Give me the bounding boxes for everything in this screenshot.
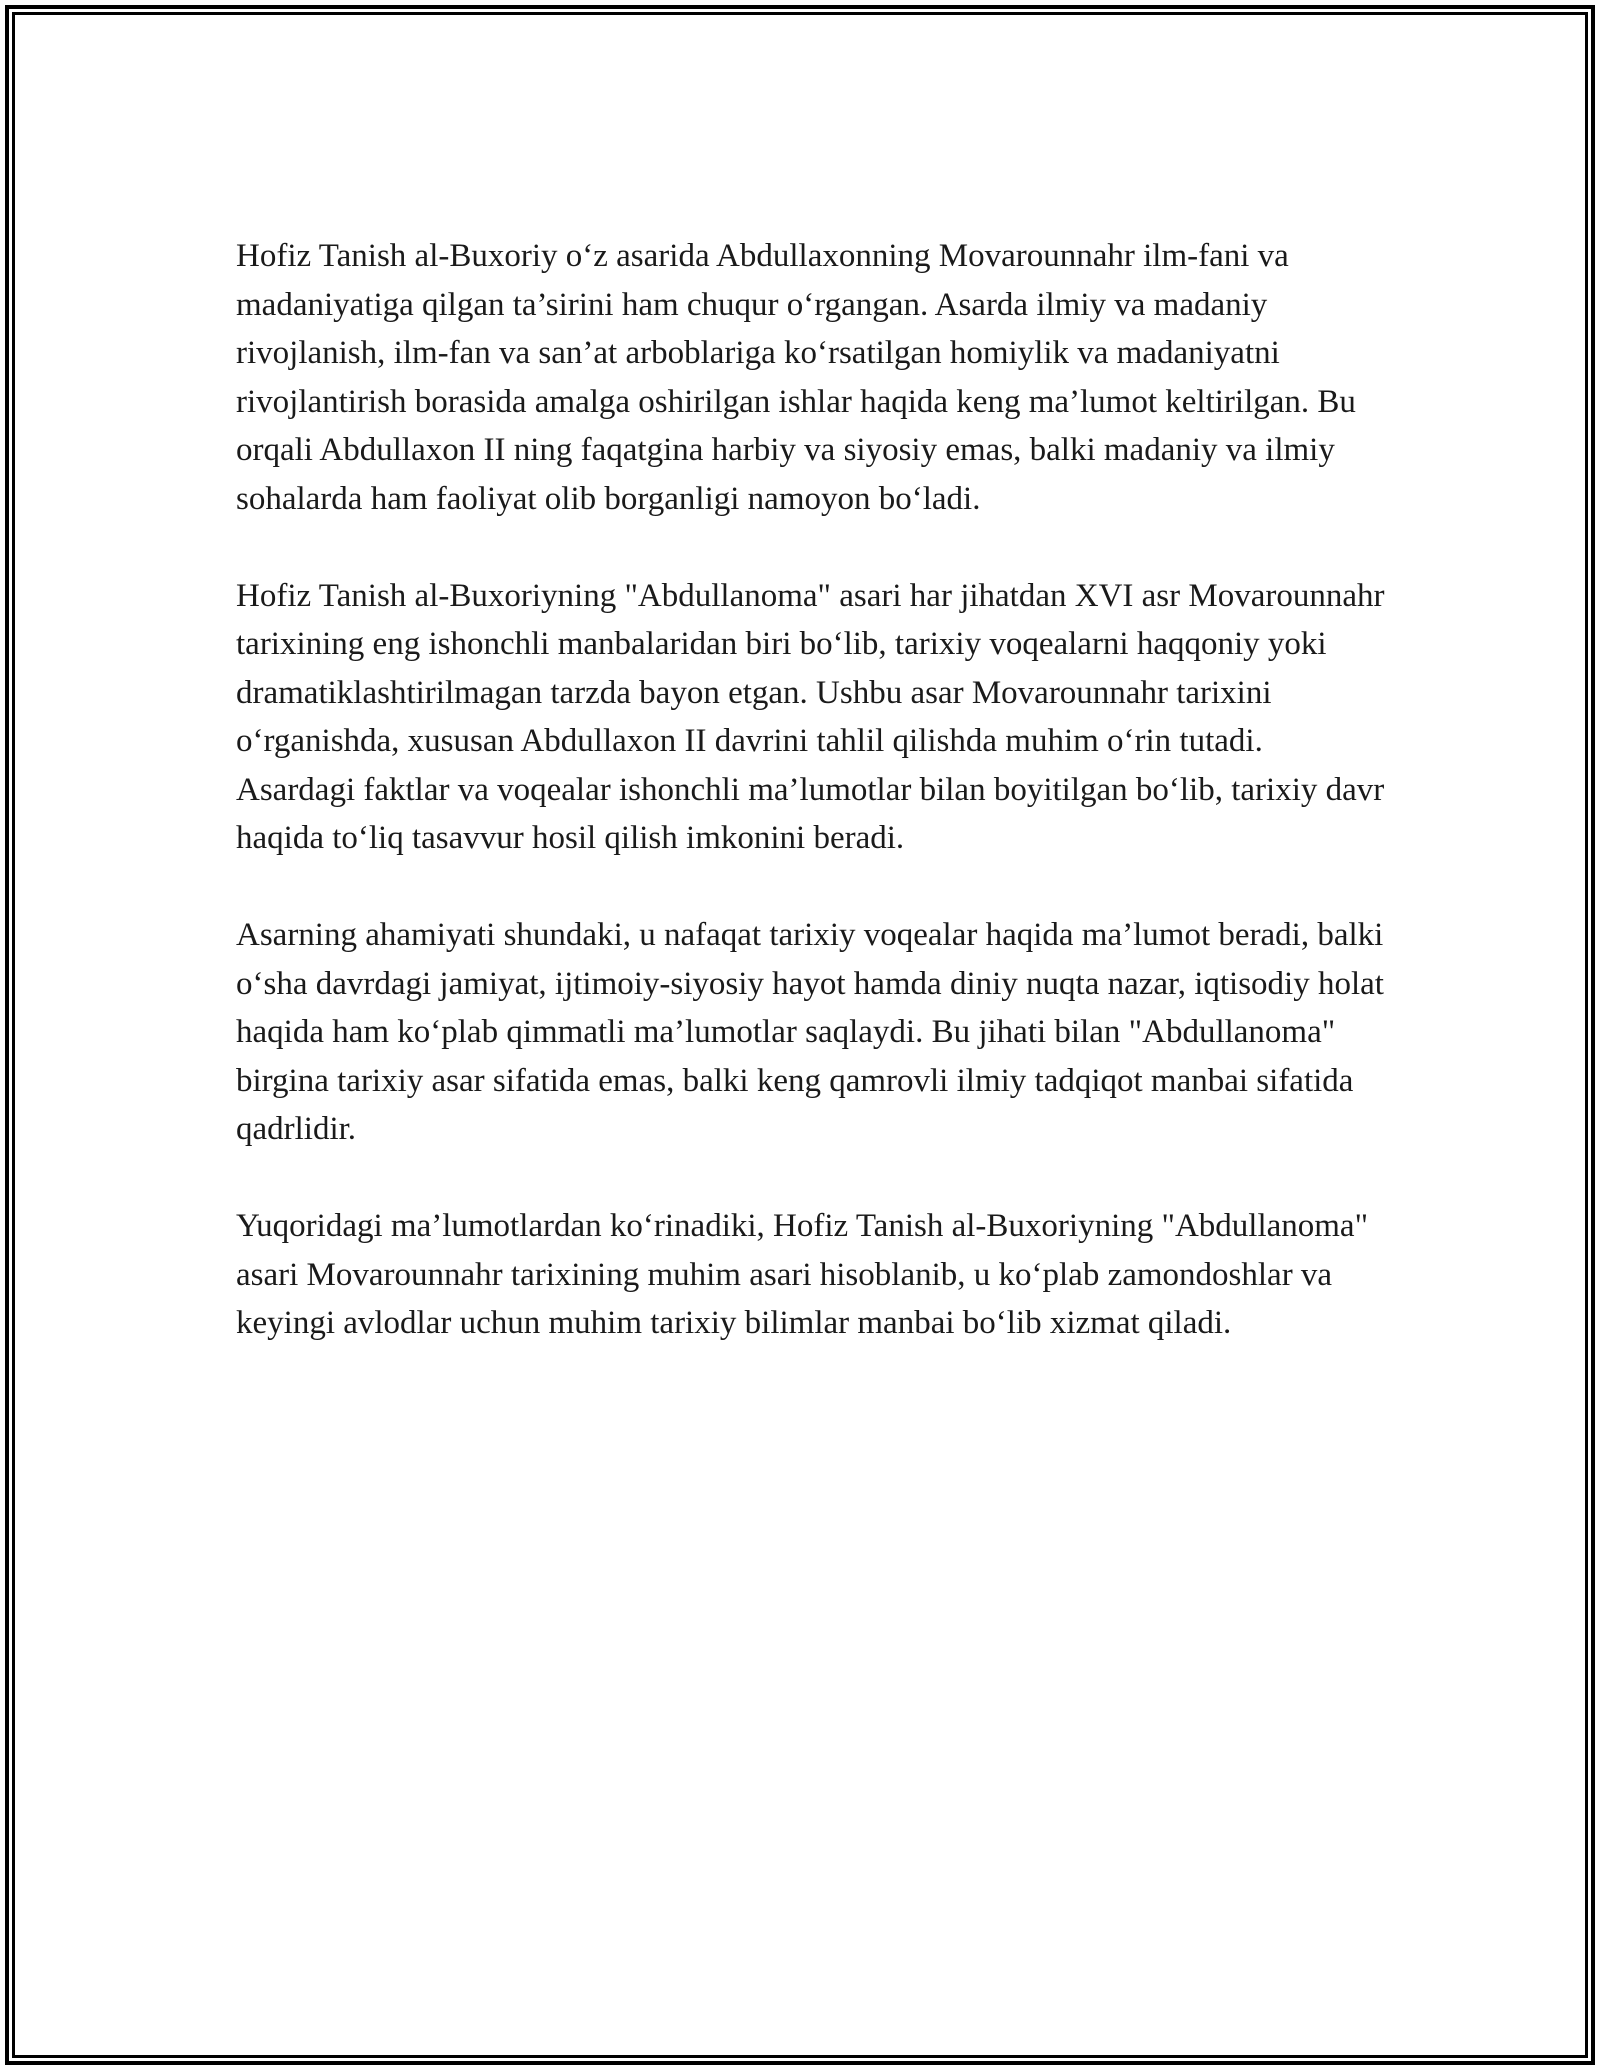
paragraph-1: Hofiz Tanish al-Buxoriy o‘z asarida Abdullaxonning Movarounnahr ilm-fani va madaniyatiga qilgan ta’sirini ham chuqur o‘rgangan. Asarda ilmiy va madaniy rivojlanish, ilm-fan va san’at arboblariga ko‘rsatilgan homiylik va madaniyatni rivojlantirish borasida amalga oshirilgan ishlar haqida keng ma’lumot keltirilgan. Bu orqali Abdullaxon II ning faqatgina harbiy va siyosiy emas, balki madaniy va ilmiy sohalarda ham faoliyat olib borganligi namoyon bo‘ladi. (236, 238, 1356, 517)
paragraph-2: Hofiz Tanish al-Buxoriyning "Abdullanoma" asari har jihatdan XVI asr Movarounnahr tarixining eng ishonchli manbalaridan biri bo‘lib, tarixiy voqealarni haqqoniy yoki dramatiklashtirilmagan tarzda bayon etgan. Ushbu asar Movarounnahr tarixini o‘rganishda, xususan Abdullaxon II davrini tahlil qilishda muhim o‘rin tutadi. Asardagi faktlar va voqealar ishonchli ma’lumotlar bilan boyitilgan bo‘lib, tarixiy davr haqida to‘liq tasavvur hosil qilish imkonini beradi. (236, 577, 1385, 856)
paragraph-4: Yuqoridagi ma’lumotlardan ko‘rinadiki, Hofiz Tanish al-Buxoriyning "Abdullanoma" asari Movarounnahr tarixining muhim asari hisoblanib, u ko‘plab zamondoshlar va keyingi avlodlar uchun muhim tarixiy bilimlar manbai bo‘lib xizmat qiladi. (236, 1208, 1369, 1341)
paragraph-3: Asarning ahamiyati shundaki, u nafaqat tarixiy voqealar haqida ma’lumot beradi, balki o‘sha davrdagi jamiyat, ijtimoiy-siyosiy hayot hamda diniy nuqta nazar, iqtisodiy holat haqida ham ko‘plab qimmatli ma’lumotlar saqlaydi. Bu jihati bilan "Abdullanoma" birgina tarixiy asar sifatida emas, balki keng qamrovli ilmiy tadqiqot manbai sifatida qadrlidir. (236, 917, 1384, 1147)
document-body (236, 232, 1386, 1348)
